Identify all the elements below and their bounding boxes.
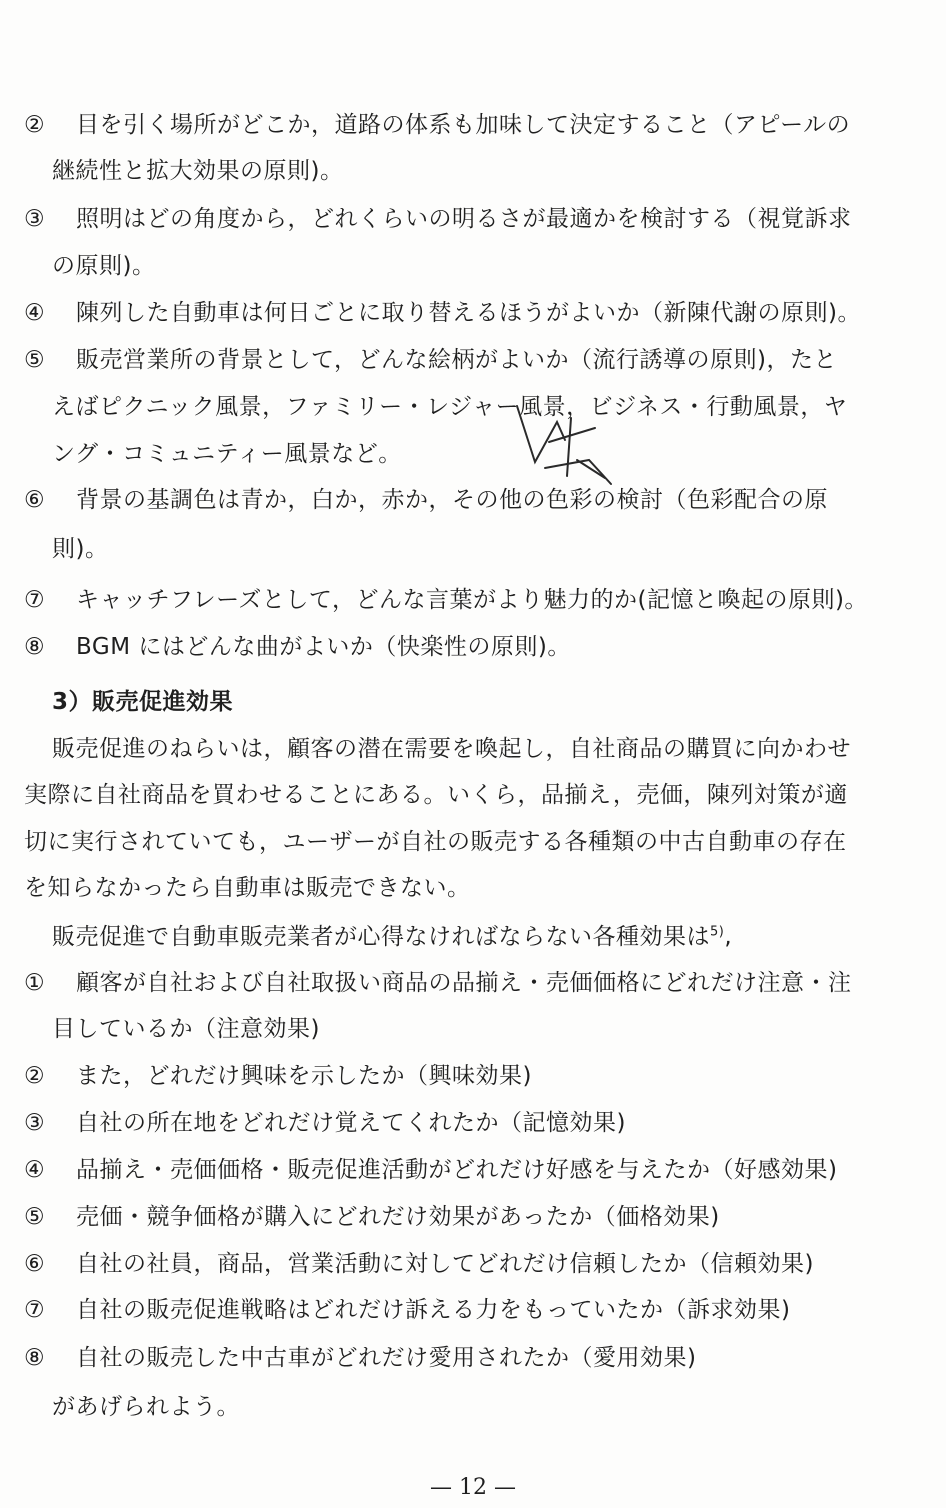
list-number: ④	[24, 300, 45, 326]
effect-text: 自社の所在地をどれだけ覚えてくれたか（記憶効果)	[76, 1110, 626, 1136]
section-heading: 3）販売促進効果	[52, 689, 234, 715]
list-item-text: 目を引く場所がどこか，道路の体系も加味して決定すること（アピールの	[76, 112, 851, 138]
list-number: ②	[24, 112, 45, 138]
effect-text: 自社の販売した中古車がどれだけ愛用されたか（愛用効果)	[76, 1345, 697, 1371]
list-item-text: 則)。	[52, 536, 109, 562]
handwritten-mark-icon	[505, 400, 625, 490]
list-number: ⑧	[24, 634, 45, 660]
effect-text: 売価・競争価格が購入にどれだけ効果があったか（価格効果)	[76, 1204, 720, 1230]
list-item-text: BGM にはどんな曲がよいか（快楽性の原則)。	[76, 634, 571, 660]
list-item-text: ング・コミュニティー風景など。	[52, 441, 402, 467]
effect-text: 自社の販売促進戦略はどれだけ訴える力をもっていたか（訴求効果)	[76, 1297, 791, 1323]
paragraph-line: 切に実行されていても，ユーザーが自社の販売する各種類の中古自動車の存在	[24, 829, 847, 855]
effect-number: ②	[24, 1063, 45, 1089]
effect-text: 目しているか（注意効果)	[52, 1016, 320, 1042]
list-item-text: 背景の基調色は青か，白か，赤か，その他の色彩の検討（色彩配合の原	[76, 487, 828, 513]
list-item-text: 陳列した自動車は何日ごとに取り替えるほうがよいか（新陳代謝の原則)。	[76, 300, 861, 326]
effect-text: 顧客が自社および自社取扱い商品の品揃え・売価価格にどれだけ注意・注	[76, 970, 852, 996]
effect-number: ⑧	[24, 1345, 45, 1371]
paragraph-line: を知らなかったら自動車は販売できない。	[24, 875, 471, 901]
effect-number: ③	[24, 1110, 45, 1136]
list-item-text: 販売営業所の背景として，どんな絵柄がよいか（流行誘導の原則)，たと	[76, 347, 838, 373]
list-number: ⑦	[24, 587, 45, 613]
effect-number: ④	[24, 1157, 45, 1183]
effect-number: ⑦	[24, 1297, 45, 1323]
paragraph-line: 実際に自社商品を買わせることにある。いくら，品揃え，売価，陳列対策が適	[24, 782, 848, 808]
list-item-text: 照明はどの角度から，どれくらいの明るさが最適かを検討する（視覚訴求	[76, 206, 852, 232]
list-item-text: えばピクニック風景，ファミリー・レジャー風景，ビジネス・行動風景，ヤ	[52, 394, 848, 420]
list-item-text: キャッチフレーズとして，どんな言葉がより魅力的か(記憶と喚起の原則)。	[76, 587, 868, 613]
effect-number: ①	[24, 970, 45, 996]
effect-text: 品揃え・売価価格・販売促進活動がどれだけ好感を与えたか（好感効果)	[76, 1157, 838, 1183]
closing-text: があげられよう。	[52, 1394, 240, 1420]
footnote-ref: 5)	[710, 924, 725, 940]
intro-text: 販売促進で自動車販売業者が心得なければならない各種効果は	[52, 924, 710, 950]
list-item-text: 継続性と拡大効果の原則)。	[52, 158, 344, 184]
intro-end: ,	[724, 924, 733, 950]
paragraph-line: 販売促進のねらいは，顧客の潜在需要を喚起し，自社商品の購買に向かわせ	[52, 736, 851, 762]
effect-number: ⑥	[24, 1251, 45, 1277]
intro-line	[52, 922, 732, 952]
list-number: ③	[24, 206, 45, 232]
list-number: ⑥	[24, 487, 45, 513]
list-item-text: の原則)。	[52, 253, 156, 279]
page-number: — 12 —	[430, 1475, 516, 1500]
list-number: ⑤	[24, 347, 45, 373]
effect-text: 自社の社員，商品，営業活動に対してどれだけ信頼したか（信頼効果)	[76, 1251, 814, 1277]
effect-number: ⑤	[24, 1204, 45, 1230]
effect-text: また，どれだけ興味を示したか（興味効果)	[76, 1063, 532, 1089]
